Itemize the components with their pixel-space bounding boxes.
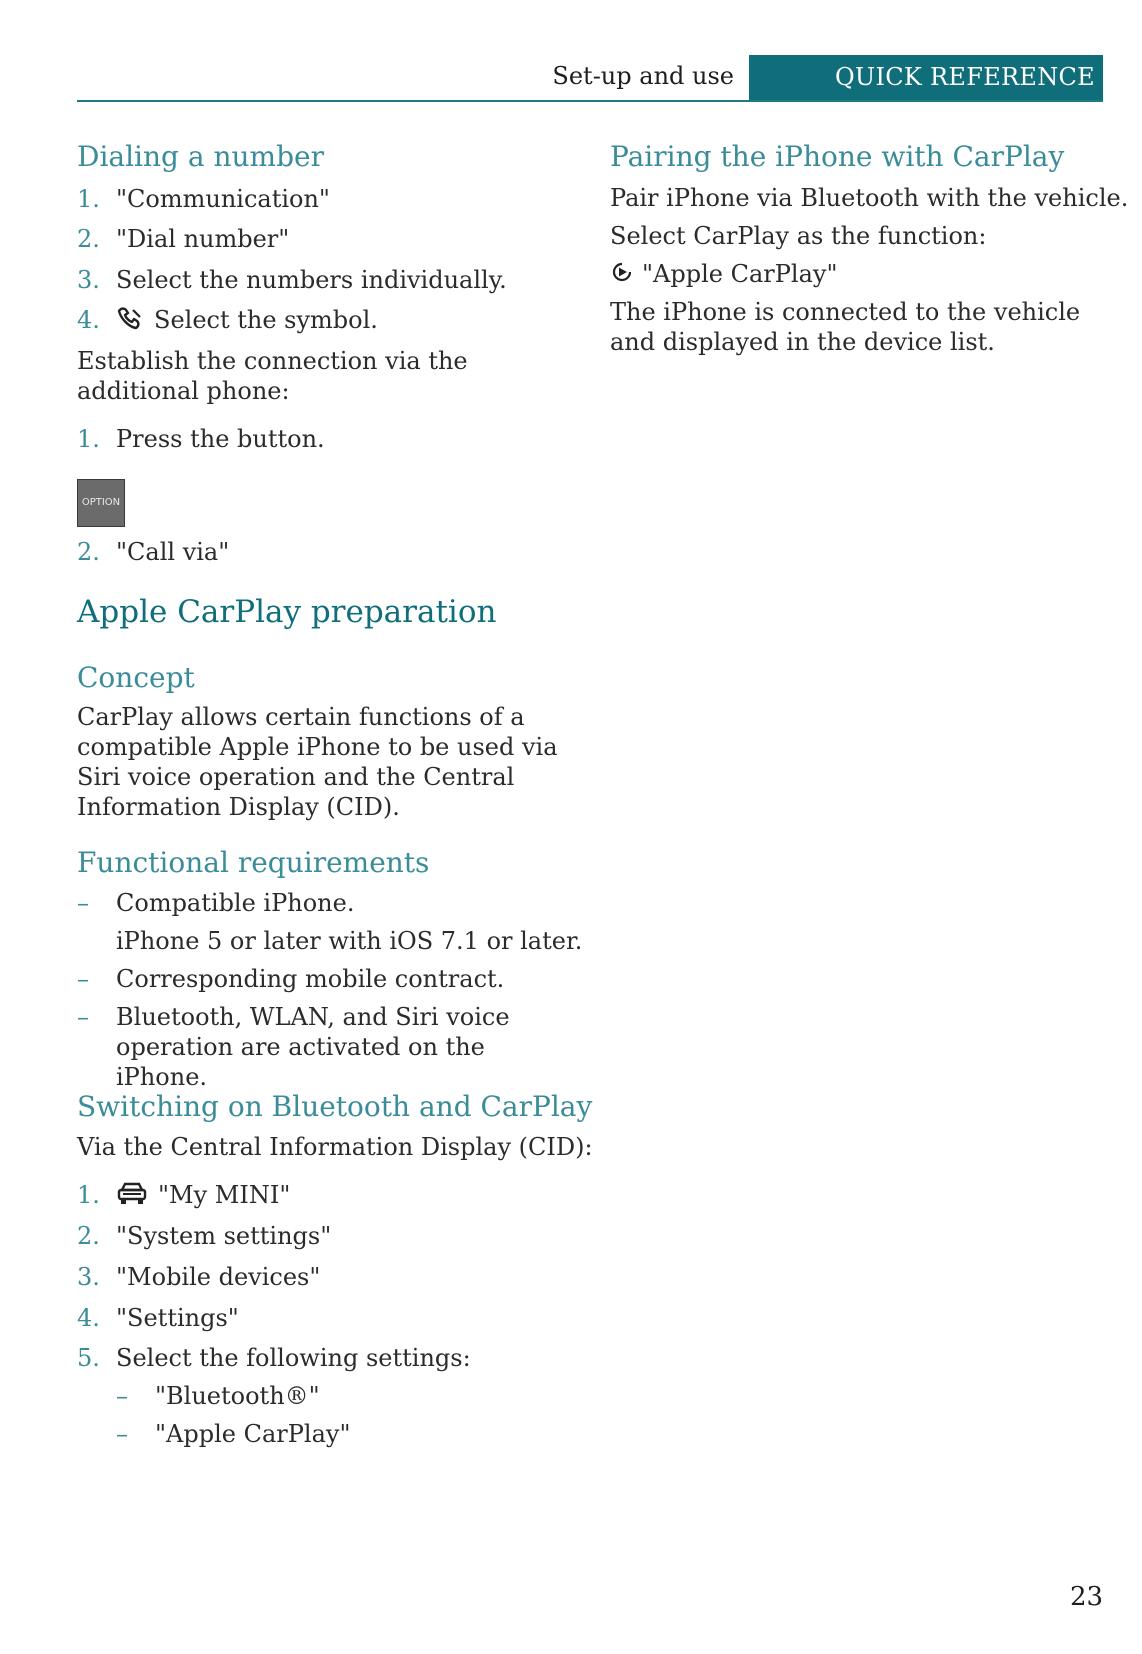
additional-intro: Establish the connection via the additional phone:	[77, 347, 468, 405]
carplay-prep-title: Apple CarPlay preparation	[77, 594, 497, 630]
concept-text: CarPlay allows certain functions of a compatible Apple iPhone to be used via Siri voice operation and the Central Information Display (CID).	[77, 703, 558, 821]
option-button-icon: OPTION	[77, 479, 125, 527]
car-icon	[116, 1180, 148, 1213]
page-number: 23	[1070, 1582, 1104, 1612]
header-rule	[77, 100, 1103, 102]
pairing-line2: Select CarPlay as the function:	[610, 222, 987, 250]
switching-intro: Via the Central Information Display (CID):	[77, 1133, 593, 1161]
header-chapter-band	[749, 55, 1103, 101]
phone-dial-icon	[116, 305, 144, 338]
pairing-title: Pairing the iPhone with CarPlay	[610, 140, 1065, 173]
pairing-line1: Pair iPhone via Bluetooth with the vehicle.	[610, 184, 1129, 212]
dialing-title: Dialing a number	[77, 140, 324, 173]
carplay-icon	[610, 260, 634, 291]
switching-title: Switching on Bluetooth and CarPlay	[77, 1090, 593, 1123]
requirements-title: Functional requirements	[77, 846, 430, 879]
concept-title: Concept	[77, 661, 195, 694]
pairing-result: The iPhone is connected to the vehicle and displayed in the device list.	[610, 298, 1081, 356]
header-chapter: QUICK REFERENCE	[834, 63, 1095, 91]
header-section: Set-up and use	[552, 62, 734, 90]
pairing-menu-item: "Apple CarPlay"	[610, 259, 837, 291]
